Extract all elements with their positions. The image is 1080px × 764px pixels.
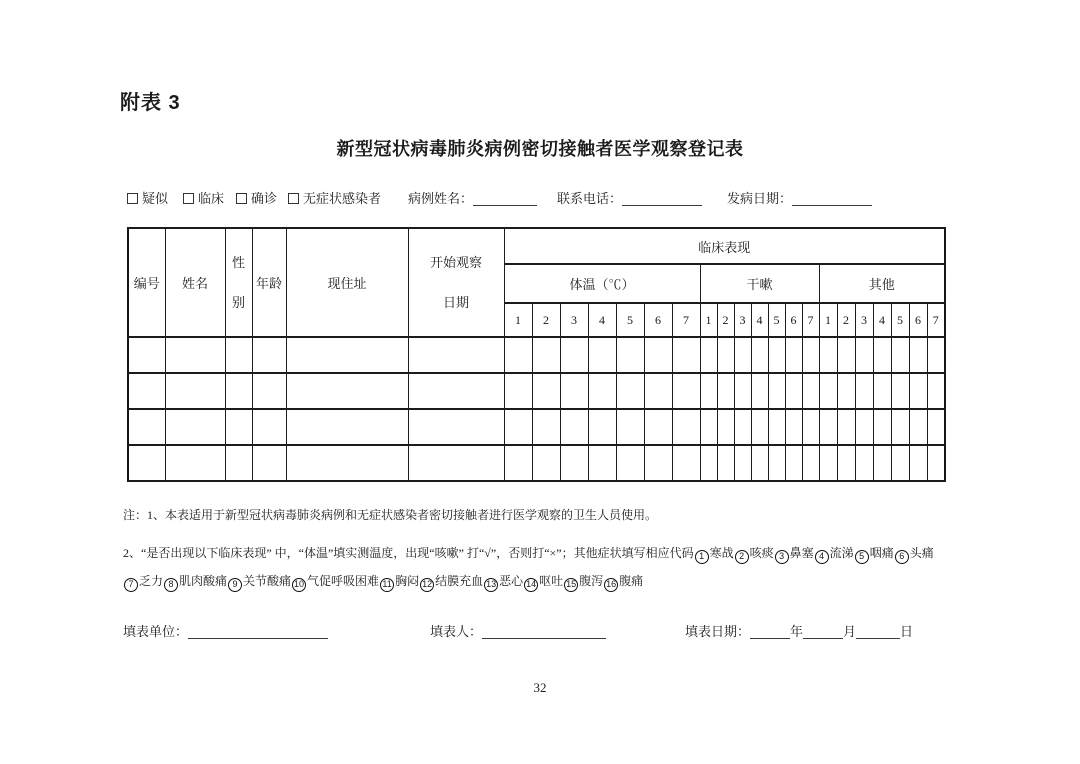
empty-cell (734, 337, 751, 373)
empty-cell (751, 445, 768, 481)
empty-cell (560, 409, 588, 445)
empty-cell (532, 373, 560, 409)
empty-cell (819, 337, 837, 373)
empty-cell (855, 409, 873, 445)
symptom-label: 鼻塞 (789, 546, 814, 560)
circled-number-icon: 10 (292, 578, 306, 592)
empty-cell (128, 409, 165, 445)
empty-cell (672, 445, 700, 481)
col-header-id: 编号 (128, 228, 165, 337)
other-day-4: 4 (873, 303, 891, 337)
empty-cell (700, 373, 717, 409)
temp-day-7: 7 (672, 303, 700, 337)
empty-cell (408, 373, 504, 409)
empty-cell (408, 445, 504, 481)
case-info-row (127, 188, 987, 210)
table-body (128, 337, 945, 481)
empty-cell (837, 373, 855, 409)
checkbox-label: 疑似 (142, 191, 169, 206)
empty-cell (286, 445, 408, 481)
empty-cell (785, 445, 802, 481)
empty-cell (616, 337, 644, 373)
empty-cell (909, 409, 927, 445)
cough-day-3: 3 (734, 303, 751, 337)
temp-day-1: 1 (504, 303, 532, 337)
empty-cell (873, 409, 891, 445)
empty-cell (225, 373, 252, 409)
filler-label: 填表人： (430, 624, 483, 639)
empty-cell (734, 445, 751, 481)
symptom-label: 胸闷 (395, 574, 420, 588)
empty-cell (873, 337, 891, 373)
empty-cell (909, 445, 927, 481)
empty-cell (700, 445, 717, 481)
empty-cell (532, 337, 560, 373)
symptom-label: 气促呼吸困难 (307, 574, 380, 588)
observation-table (127, 227, 946, 482)
symptom-label: 呕吐 (539, 574, 564, 588)
empty-cell (252, 445, 286, 481)
empty-cell (751, 409, 768, 445)
checkbox-suspected (127, 188, 168, 207)
empty-cell (286, 409, 408, 445)
case-name-blank (473, 190, 537, 206)
empty-cell (873, 373, 891, 409)
empty-cell (128, 337, 165, 373)
other-day-2: 2 (837, 303, 855, 337)
empty-cell (165, 373, 225, 409)
empty-cell (717, 445, 734, 481)
phone-label: 联系电话： (557, 191, 623, 206)
empty-cell (128, 373, 165, 409)
col-header-other: 其他 (819, 264, 945, 303)
symptom-label: 肌肉酸痛 (179, 574, 228, 588)
empty-cell (504, 445, 532, 481)
empty-cell (165, 337, 225, 373)
empty-cell (408, 337, 504, 373)
empty-cell (734, 373, 751, 409)
onset-date-label: 发病日期： (727, 191, 793, 206)
empty-cell (165, 445, 225, 481)
temp-day-3: 3 (560, 303, 588, 337)
empty-cell (225, 445, 252, 481)
empty-cell (768, 445, 785, 481)
circled-number-icon: 12 (420, 578, 434, 592)
checkbox-clinical (183, 188, 224, 207)
empty-cell (717, 373, 734, 409)
empty-cell (286, 373, 408, 409)
circled-number-icon: 15 (564, 578, 578, 592)
col-header-age: 年龄 (252, 228, 286, 337)
cough-day-7: 7 (802, 303, 819, 337)
filling-date-field (685, 621, 913, 640)
checkbox-square-icon (288, 193, 299, 204)
circled-number-icon: 4 (815, 550, 829, 564)
phone-field (557, 188, 702, 207)
empty-cell (588, 337, 616, 373)
month-label: 月 (843, 624, 857, 639)
filler-field (430, 621, 606, 640)
table-row (128, 373, 945, 409)
empty-cell (128, 445, 165, 481)
year-blank (750, 623, 790, 639)
empty-cell (751, 337, 768, 373)
empty-cell (768, 373, 785, 409)
symptom-label: 腹痛 (619, 574, 644, 588)
table-row (128, 445, 945, 481)
case-name-field (408, 188, 537, 207)
empty-cell (855, 445, 873, 481)
empty-cell (700, 409, 717, 445)
empty-cell (252, 373, 286, 409)
empty-cell (504, 373, 532, 409)
temp-day-6: 6 (644, 303, 672, 337)
col-header-start-date (408, 228, 504, 337)
symptom-label: 结膜充血 (435, 574, 484, 588)
onset-date-blank (792, 190, 872, 206)
circled-number-icon: 11 (380, 578, 394, 592)
empty-cell (891, 409, 909, 445)
circled-number-icon: 16 (604, 578, 618, 592)
empty-cell (225, 337, 252, 373)
empty-cell (837, 445, 855, 481)
circled-number-icon: 6 (895, 550, 909, 564)
empty-cell (644, 409, 672, 445)
empty-cell (751, 373, 768, 409)
empty-cell (644, 337, 672, 373)
empty-cell (560, 373, 588, 409)
empty-cell (909, 373, 927, 409)
empty-cell (819, 373, 837, 409)
circled-number-icon: 2 (735, 550, 749, 564)
empty-cell (286, 337, 408, 373)
circled-number-icon: 1 (695, 550, 709, 564)
empty-cell (616, 409, 644, 445)
col-header-start-date-text: 开始观察日期 (429, 254, 482, 310)
empty-cell (819, 409, 837, 445)
empty-cell (855, 337, 873, 373)
filling-unit-label: 填表单位： (123, 624, 189, 639)
checkbox-label: 临床 (198, 191, 225, 206)
note-1: 注：1、本表适用于新型冠状病毒肺炎病例和无症状感染者密切接触者进行医学观察的卫生人员使用。 (123, 508, 658, 522)
circled-number-icon: 13 (484, 578, 498, 592)
other-day-1: 1 (819, 303, 837, 337)
cough-day-2: 2 (717, 303, 734, 337)
col-header-dry-cough: 干嗽 (700, 264, 819, 303)
empty-cell (819, 445, 837, 481)
empty-cell (700, 337, 717, 373)
symptom-label: 咽痛 (869, 546, 894, 560)
empty-cell (717, 337, 734, 373)
empty-cell (873, 445, 891, 481)
symptom-label: 乏力 (139, 574, 164, 588)
circled-number-icon: 14 (524, 578, 538, 592)
filling-unit-blank (188, 623, 328, 639)
empty-cell (927, 445, 945, 481)
symptom-label: 腹泻 (579, 574, 604, 588)
empty-cell (802, 445, 819, 481)
empty-cell (588, 409, 616, 445)
empty-cell (802, 373, 819, 409)
checkbox-square-icon (127, 193, 138, 204)
col-header-gender-text: 性别 (231, 254, 245, 310)
case-name-label: 病例姓名： (408, 191, 474, 206)
temp-day-5: 5 (616, 303, 644, 337)
page-number: 32 (533, 680, 547, 695)
empty-cell (588, 445, 616, 481)
cough-day-4: 4 (751, 303, 768, 337)
day-label: 日 (900, 624, 914, 639)
temp-day-4: 4 (588, 303, 616, 337)
temp-day-2: 2 (532, 303, 560, 337)
symptom-label: 头痛 (909, 546, 934, 560)
empty-cell (909, 337, 927, 373)
empty-cell (672, 373, 700, 409)
filling-unit-field (123, 621, 328, 640)
empty-cell (891, 337, 909, 373)
empty-cell (734, 409, 751, 445)
symptom-label: 恶心 (499, 574, 524, 588)
day-blank (856, 623, 900, 639)
note-2-prefix: 2、“是否出现以下临床表现” 中，“体温”填实测温度，出现“咳嗽” 打“√”，否则打“×”；其他症状填写相应代码 (123, 546, 694, 560)
table-row (128, 337, 945, 373)
form-title: 新型冠状病毒肺炎病例密切接触者医学观察登记表 (336, 139, 744, 159)
empty-cell (408, 409, 504, 445)
circled-number-icon: 5 (855, 550, 869, 564)
empty-cell (644, 445, 672, 481)
empty-cell (927, 337, 945, 373)
month-blank (803, 623, 843, 639)
col-header-address: 现住址 (286, 228, 408, 337)
empty-cell (252, 337, 286, 373)
empty-cell (252, 409, 286, 445)
empty-cell (837, 409, 855, 445)
onset-date-field (727, 188, 872, 207)
note-2 (123, 539, 947, 595)
empty-cell (616, 445, 644, 481)
appendix-label: 附表 3 (120, 92, 181, 114)
empty-cell (927, 409, 945, 445)
empty-cell (644, 373, 672, 409)
circled-number-icon: 7 (124, 578, 138, 592)
circled-number-icon: 3 (775, 550, 789, 564)
empty-cell (927, 373, 945, 409)
footer-row (123, 621, 1003, 643)
empty-cell (785, 409, 802, 445)
empty-cell (560, 445, 588, 481)
empty-cell (165, 409, 225, 445)
other-day-5: 5 (891, 303, 909, 337)
checkbox-label: 无症状感染者 (303, 191, 382, 206)
empty-cell (504, 409, 532, 445)
year-label: 年 (790, 624, 804, 639)
phone-blank (622, 190, 702, 206)
empty-cell (802, 337, 819, 373)
empty-cell (532, 409, 560, 445)
other-day-7: 7 (927, 303, 945, 337)
col-header-temperature: 体温（℃） (504, 264, 700, 303)
empty-cell (588, 373, 616, 409)
empty-cell (768, 337, 785, 373)
checkbox-asymptomatic (288, 188, 381, 207)
checkbox-confirmed (236, 188, 277, 207)
checkbox-square-icon (236, 193, 247, 204)
empty-cell (785, 337, 802, 373)
col-header-clinical: 临床表现 (504, 228, 945, 264)
empty-cell (616, 373, 644, 409)
filling-date-label: 填表日期： (685, 624, 751, 639)
empty-cell (225, 409, 252, 445)
symptom-label: 流涕 (829, 546, 854, 560)
filler-blank (482, 623, 606, 639)
checkbox-label: 确诊 (251, 191, 278, 206)
checkbox-square-icon (183, 193, 194, 204)
empty-cell (672, 337, 700, 373)
empty-cell (891, 445, 909, 481)
cough-day-6: 6 (785, 303, 802, 337)
col-header-gender (225, 228, 252, 337)
circled-number-icon: 9 (228, 578, 242, 592)
symptom-label: 寒战 (709, 546, 734, 560)
empty-cell (891, 373, 909, 409)
empty-cell (802, 409, 819, 445)
cough-day-1: 1 (700, 303, 717, 337)
col-header-name: 姓名 (165, 228, 225, 337)
empty-cell (504, 337, 532, 373)
other-day-3: 3 (855, 303, 873, 337)
empty-cell (717, 409, 734, 445)
empty-cell (837, 337, 855, 373)
empty-cell (768, 409, 785, 445)
other-day-6: 6 (909, 303, 927, 337)
empty-cell (672, 409, 700, 445)
empty-cell (855, 373, 873, 409)
symptom-label: 关节酸痛 (243, 574, 292, 588)
table-row (128, 409, 945, 445)
cough-day-5: 5 (768, 303, 785, 337)
empty-cell (785, 373, 802, 409)
empty-cell (532, 445, 560, 481)
circled-number-icon: 8 (164, 578, 178, 592)
empty-cell (560, 337, 588, 373)
symptom-label: 咳痰 (749, 546, 774, 560)
